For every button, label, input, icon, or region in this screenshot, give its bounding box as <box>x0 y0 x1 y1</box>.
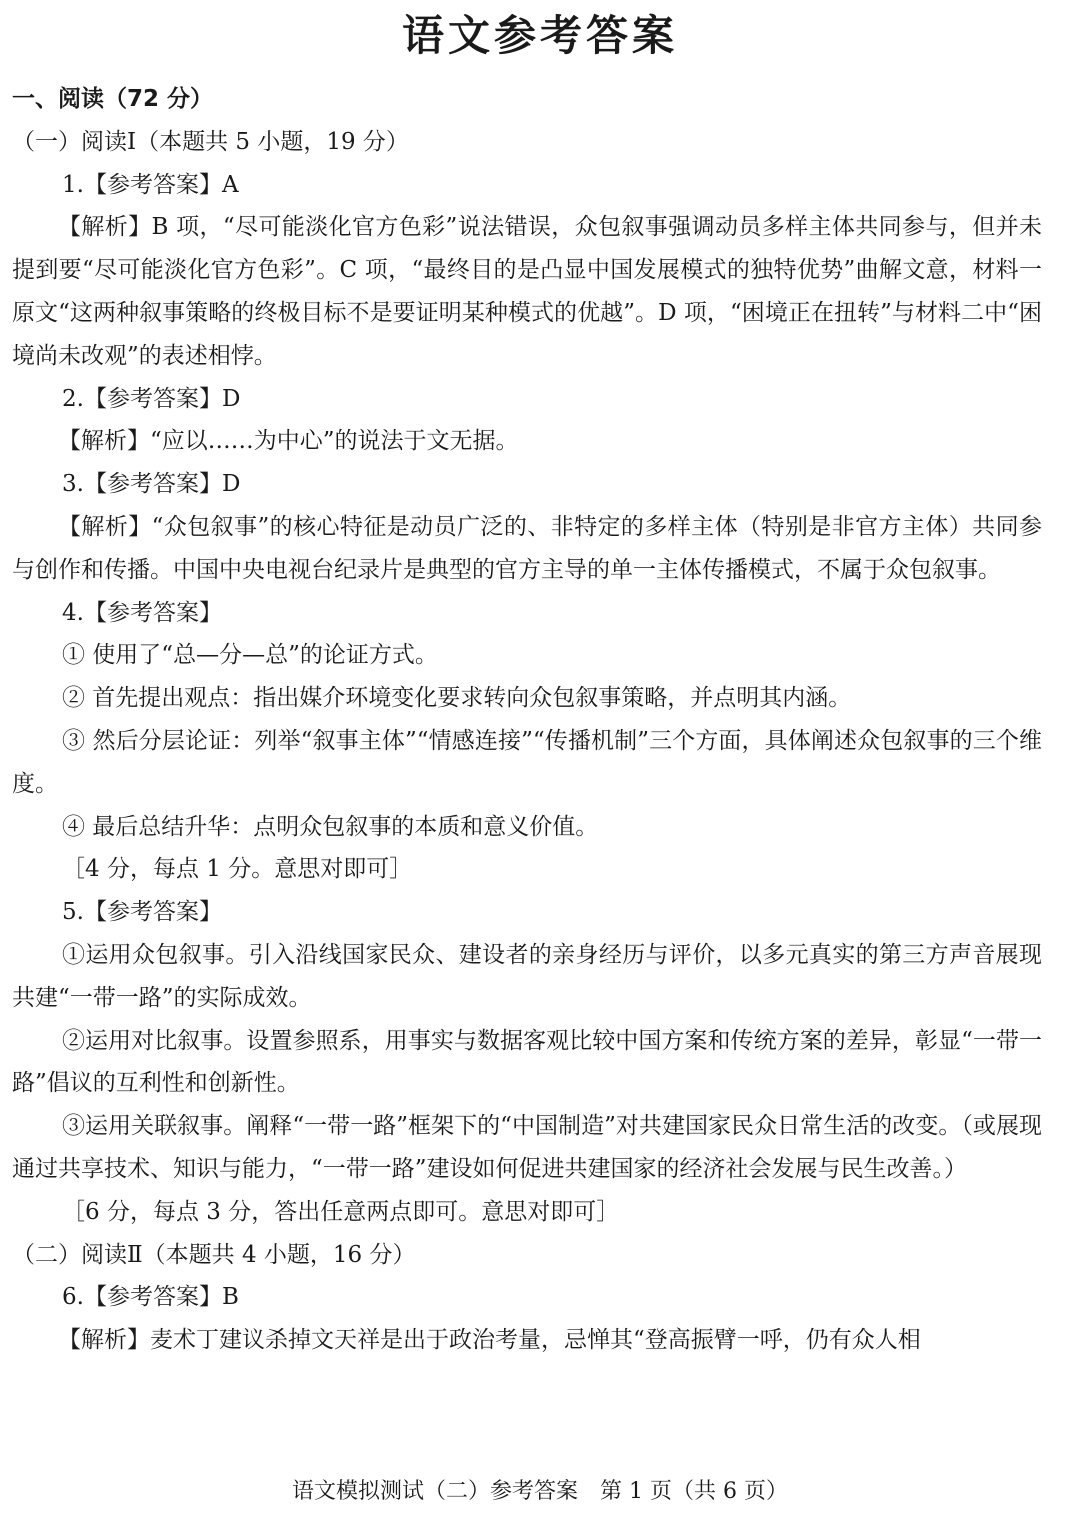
subsection-heading-reading-2: （二）阅读Ⅱ（本题共 4 小题，16 分） <box>12 1241 416 1268</box>
q5-answer: 5.【参考答案】 <box>62 899 222 926</box>
q5-score-note: ［6 分，每点 3 分，答出任意两点即可。意思对即可］ <box>62 1198 620 1225</box>
q6-analysis: 【解析】麦术丁建议杀掉文天祥是出于政治考量，忌惮其“登高振臂一呼，仍有众人相 <box>58 1327 921 1354</box>
q4-answer: 4.【参考答案】 <box>62 599 222 626</box>
q1-analysis: 【解析】B 项，“尽可能淡化官方色彩”说法错误，众包叙事强调动员多样主体共同参与，但并未提到要“尽可能淡化官方色彩”。C 项，“最终目的是凸显中国发展模式的独特优势”曲解文意，材料一原文“这两种叙事策略的终极目标不是要证明某种模式的优越”。D 项，“困境正在扭转”与材料二中“困境尚未改观”的表述相悖。 <box>12 214 1042 369</box>
q2-analysis: 【解析】“应以……为中心”的说法于文无据。 <box>58 428 519 455</box>
q4-point-3: ③ 然后分层论证：列举“叙事主体”“情感连接”“传播机制”三个方面，具体阐述众包叙事的三个维度。 <box>12 727 1042 797</box>
q4-score-note: ［4 分，每点 1 分。意思对即可］ <box>62 856 413 883</box>
q6-answer: 6.【参考答案】B <box>62 1284 239 1311</box>
q4-point-2: ② 首先提出观点：指出媒介环境变化要求转向众包叙事策略，并点明其内涵。 <box>62 685 852 712</box>
subsection-heading-reading-1: （一）阅读Ⅰ（本题共 5 小题，19 分） <box>12 128 409 155</box>
page-footer: 语文模拟测试（二）参考答案 第 1 页（共 6 页） <box>292 1479 788 1504</box>
q3-analysis: 【解析】“众包叙事”的核心特征是动员广泛的、非特定的多样主体（特别是非官方主体）共同参与创作和传播。中国中央电视台纪录片是典型的官方主导的单一主体传播模式，不属于众包叙事。 <box>12 513 1042 583</box>
q1-answer: 1.【参考答案】A <box>62 171 239 198</box>
q5-point-1: ①运用众包叙事。引入沿线国家民众、建设者的亲身经历与评价，以多元真实的第三方声音展现共建“一带一路”的实际成效。 <box>12 941 1042 1011</box>
q2-answer: 2.【参考答案】D <box>62 385 241 412</box>
section-heading-reading: 一、阅读（72 分） <box>12 86 214 112</box>
document-body <box>12 78 1042 1362</box>
q3-answer: 3.【参考答案】D <box>62 471 241 498</box>
q4-point-1: ① 使用了“总—分—总”的论证方式。 <box>62 642 438 669</box>
q5-point-3: ③运用关联叙事。阐释“一带一路”框架下的“中国制造”对共建国家民众日常生活的改变。（或展现通过共享技术、知识与能力，“一带一路”建设如何促进共建国家的经济社会发展与民生改善。） <box>12 1113 1042 1182</box>
document-title: 语文参考答案 <box>401 11 678 60</box>
q4-point-4: ④ 最后总结升华：点明众包叙事的本质和意义价值。 <box>62 813 599 840</box>
q5-point-2: ②运用对比叙事。设置参照系，用事实与数据客观比较中国方案和传统方案的差异，彰显“一带一路”倡议的互利性和创新性。 <box>12 1027 1042 1097</box>
